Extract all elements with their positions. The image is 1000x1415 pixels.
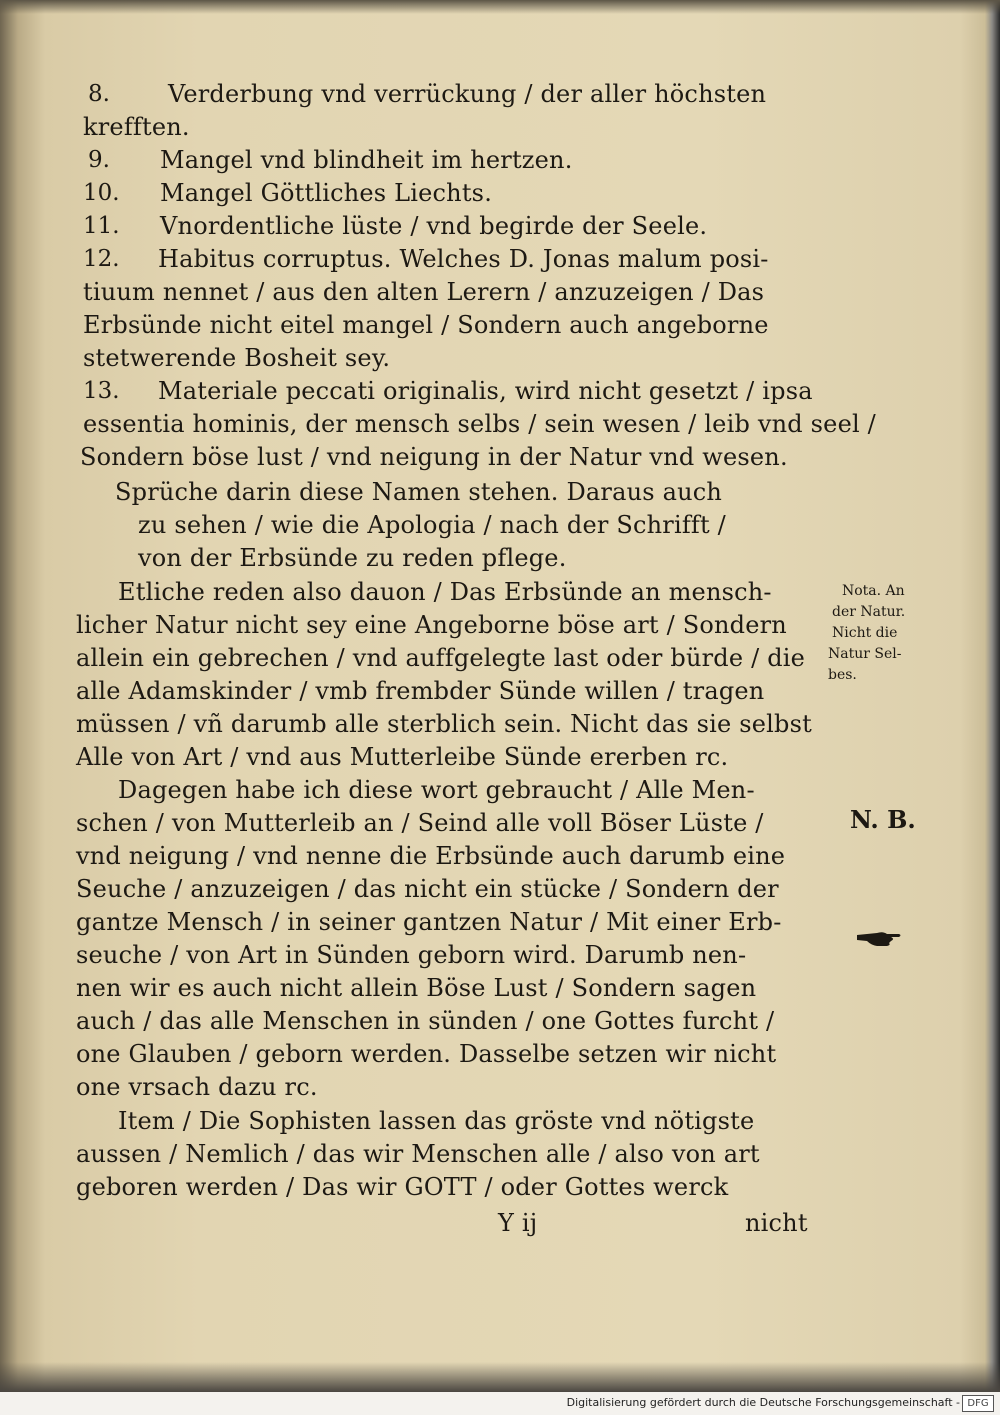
text-line: auch / das alle Menschen in sünden / one Gottes furcht / <box>76 1007 775 1035</box>
list-text: stetwerende Bosheit sey. <box>83 344 391 372</box>
heading-line: zu sehen / wie die Apologia / nach der Schrifft / <box>138 511 726 539</box>
pointing-hand-icon <box>855 925 905 951</box>
margin-note-line: der Natur. <box>832 604 906 620</box>
list-text: Verderbung vnd verrückung / der aller höchsten <box>168 80 767 108</box>
text-line: gantze Mensch / in seiner gantzen Natur / Mit einer Erb- <box>76 908 782 936</box>
text-line: licher Natur nicht sey eine Angeborne böse art / Sondern <box>76 611 787 639</box>
text-line: geboren werden / Das wir GOTT / oder Gottes werck <box>76 1173 729 1201</box>
list-number: 11. <box>83 213 120 239</box>
list-number: 8. <box>88 81 110 107</box>
text-line: Alle von Art / vnd aus Mutterleibe Sünde ererben rc. <box>76 743 729 771</box>
margin-note-line: bes. <box>828 667 857 683</box>
text-line: schen / von Mutterleib an / Seind alle voll Böser Lüste / <box>76 809 764 837</box>
text-line: Etliche reden also dauon / Das Erbsünde an mensch- <box>118 578 772 606</box>
text-line: Item / Die Sophisten lassen das gröste vnd nötigste <box>118 1107 755 1135</box>
list-text: Sondern böse lust / vnd neigung in der Natur vnd wesen. <box>80 443 788 471</box>
list-text: tiuum nennet / aus den alten Lerern / anzuzeigen / Das <box>83 278 765 306</box>
text-line: one Glauben / geborn werden. Dasselbe setzen wir nicht <box>76 1040 777 1068</box>
list-number: 13. <box>83 378 120 404</box>
text-line: nen wir es auch nicht allein Böse Lust / Sondern sagen <box>76 974 757 1002</box>
margin-note-line: Natur Sel- <box>828 646 902 662</box>
text-line: Seuche / anzuzeigen / das nicht ein stücke / Sondern der <box>76 875 779 903</box>
list-number: 9. <box>88 147 110 173</box>
footer-text: Digitalisierung gefördert durch die Deutsche Forschungsgemeinschaft - <box>566 1396 960 1409</box>
text-line: allein ein gebrechen / vnd auffgelegte last oder bürde / die <box>76 644 806 672</box>
list-text: Vnordentliche lüste / vnd begirde der Seele. <box>160 212 708 240</box>
list-number: 12. <box>83 246 120 272</box>
margin-nb: N. B. <box>850 805 916 834</box>
text-line: Dagegen habe ich diese wort gebraucht / Alle Men- <box>118 776 755 804</box>
text-line: one vrsach dazu rc. <box>76 1073 318 1101</box>
dfg-logo: DFG <box>962 1395 994 1412</box>
text-line: müssen / vñ darumb alle sterblich sein. Nicht das sie selbst <box>76 710 812 738</box>
text-line: alle Adamskinder / vmb frembder Sünde willen / tragen <box>76 677 765 705</box>
margin-note-line: Nota. An <box>842 583 905 599</box>
list-text: Mangel Göttliches Liechts. <box>160 179 493 207</box>
list-text: Habitus corruptus. Welches D. Jonas malum posi- <box>158 245 769 273</box>
heading-line: von der Erbsünde zu reden pflege. <box>138 544 567 572</box>
footer-bar <box>0 1392 1000 1415</box>
list-text: Mangel vnd blindheit im hertzen. <box>160 146 573 174</box>
list-text: Materiale peccati originalis, wird nicht gesetzt / ipsa <box>158 377 813 405</box>
list-number: 10. <box>83 180 120 206</box>
catchword: nicht <box>745 1209 808 1237</box>
margin-note-line: Nicht die <box>832 625 898 641</box>
text-line: seuche / von Art in Sünden geborn wird. Darumb nen- <box>76 941 747 969</box>
signature-mark: Y ij <box>498 1209 538 1237</box>
text-line: vnd neigung / vnd nenne die Erbsünde auch darumb eine <box>76 842 786 870</box>
heading-line: Sprüche darin diese Namen stehen. Daraus auch <box>115 478 723 506</box>
list-text: essentia hominis, der mensch selbs / sein wesen / leib vnd seel / <box>83 410 876 438</box>
text-line: aussen / Nemlich / das wir Menschen alle / also von art <box>76 1140 760 1168</box>
list-text: krefften. <box>83 113 190 141</box>
list-text: Erbsünde nicht eitel mangel / Sondern auch angeborne <box>83 311 769 339</box>
